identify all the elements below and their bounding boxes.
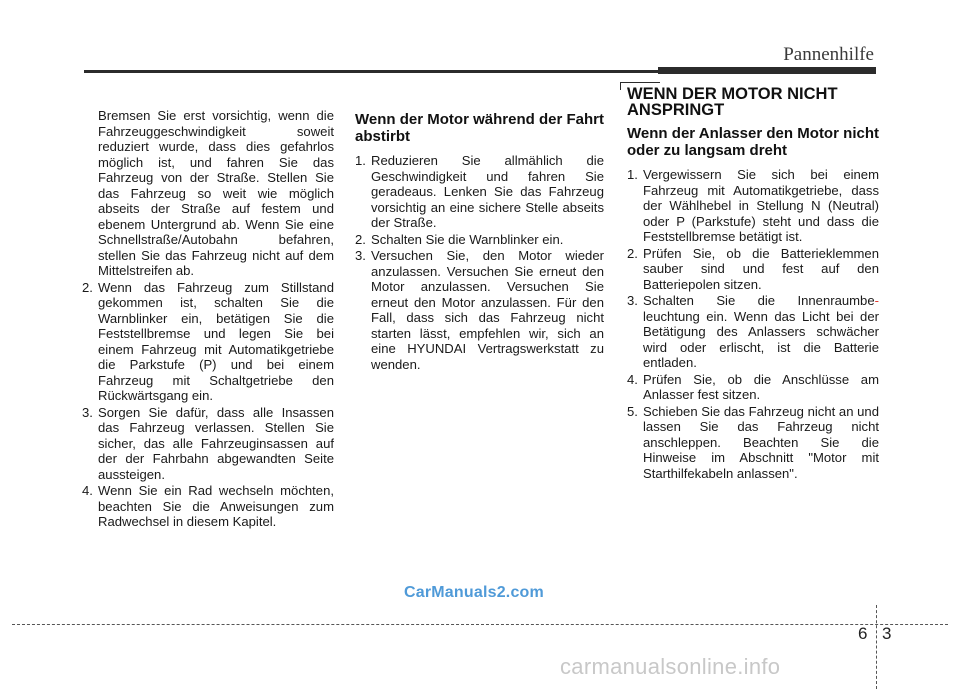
header-rule-accent (658, 67, 876, 74)
list-item: 3. Sorgen Sie dafür, dass alle Insassen das Fahrzeug verlassen. Stellen Sie sicher, das alle Fahrzeuginsassen auf der der Fahrbahn abgewandten Seite aussteigen. (82, 404, 334, 482)
list-item: 5. Schieben Sie das Fahrzeug nicht an und lassen Sie das Fahrzeug nicht anschleppen. Beachten Sie die Hinweise im Abschnitt "Motor mit Starthilfekabeln anlassen". (627, 403, 879, 481)
list-item: 3. Versuchen Sie, den Motor wieder anzulassen. Versuchen Sie erneut den Motor anzulassen. Versuchen Sie erneut den Motor anzulassen. Für den Fall, dass sich das Fahrzeug nicht starten lässt, empfehlen wir, sich an eine HYUNDAI Vertragswerkstatt zu wenden. (355, 248, 604, 372)
page-chapter-number: 6 (858, 624, 868, 643)
list-item: 3. Schalten Sie die Innenraumbe-leuchtung ein. Wenn das Licht bei der Betätigung des Anlassers schwächer wird oder erlischt, ist die Batterie entladen. (627, 293, 879, 370)
column-3 (627, 126, 879, 482)
page-number: 3 (882, 624, 892, 643)
header-title: Pannenhilfe (783, 44, 874, 65)
list-item: 1. Vergewissern Sie sich bei einem Fahrzeug mit Automatikgetriebe, dass der Wählhebel in Stellung N (Neutral) oder P (Parkstufe) steht und dass die Feststellbremse betätigt ist. (627, 167, 879, 244)
bottom-watermark: carmanualsonline.info (560, 654, 781, 679)
footer-dashed-rule (12, 624, 948, 625)
steps-list-2 (355, 153, 604, 372)
list-item: 2. Schalten Sie die Warnblinker ein. (355, 231, 564, 247)
list-item: 4. Prüfen Sie, ob die Anschlüsse am Anlasser fest sitzen. (627, 371, 879, 402)
steps-list-1 (82, 280, 334, 530)
list-item: 1. Reduzieren Sie allmählich die Geschwindigkeit und fahren Sie geradeaus. Lenken Sie das Fahrzeug vorsichtig an eine sichere Stelle abseits der Straße. (355, 153, 604, 230)
list-item: 2. Wenn das Fahrzeug zum Stillstand gekommen ist, schalten Sie die Warnblinker ein, betätigen Sie die Feststellbremse und legen Sie bei einem Fahrzeug mit Automatikgetriebe die Parkstufe (P) und bei einem Fahrzeug mit Schaltgetriebe den Rückwärtsgang ein. (82, 279, 334, 403)
list-item: 2. Prüfen Sie, ob die Batterieklemmen sauber sind und fest auf den Batteriepolen sitzen. (627, 245, 879, 292)
steps-list-3 (627, 167, 879, 481)
section-title: WENN DER MOTOR NICHT ANSPRINGT (627, 86, 877, 118)
section-corner-mark (620, 82, 660, 90)
intro-paragraph: Bremsen Sie erst vorsichtig, wenn die Fahrzeuggeschwindigkeit soweit reduziert wurde, dass dies gefahrlos möglich ist, und fahren Sie das Fahrzeug von der Straße. Stellen Sie das Fahrzeug so weit wie möglich abseits der Straße auf festem und ebenem Untergrund ab. Wenn Sie eine Schnellstraße/Autobahn befahren, stellen Sie das Fahrzeug nicht auf dem Mittelstreifen ab. (98, 108, 334, 278)
column-1 (82, 108, 334, 531)
site-watermark-link[interactable]: CarManuals2.com (404, 584, 544, 601)
column-2 (355, 112, 604, 373)
footer-vertical-dash (876, 605, 877, 689)
subheading-starter: Wenn der Anlasser den Motor nicht oder zu langsam dreht (627, 125, 879, 159)
list-item: 4. Wenn Sie ein Rad wechseln möchten, beachten Sie die Anweisungen zum Radwechsel in diesem Kapitel. (82, 483, 334, 529)
subheading-engine-stalls: Wenn der Motor während der Fahrt abstirbt (355, 111, 604, 145)
hyphen-mark: - (874, 293, 879, 308)
